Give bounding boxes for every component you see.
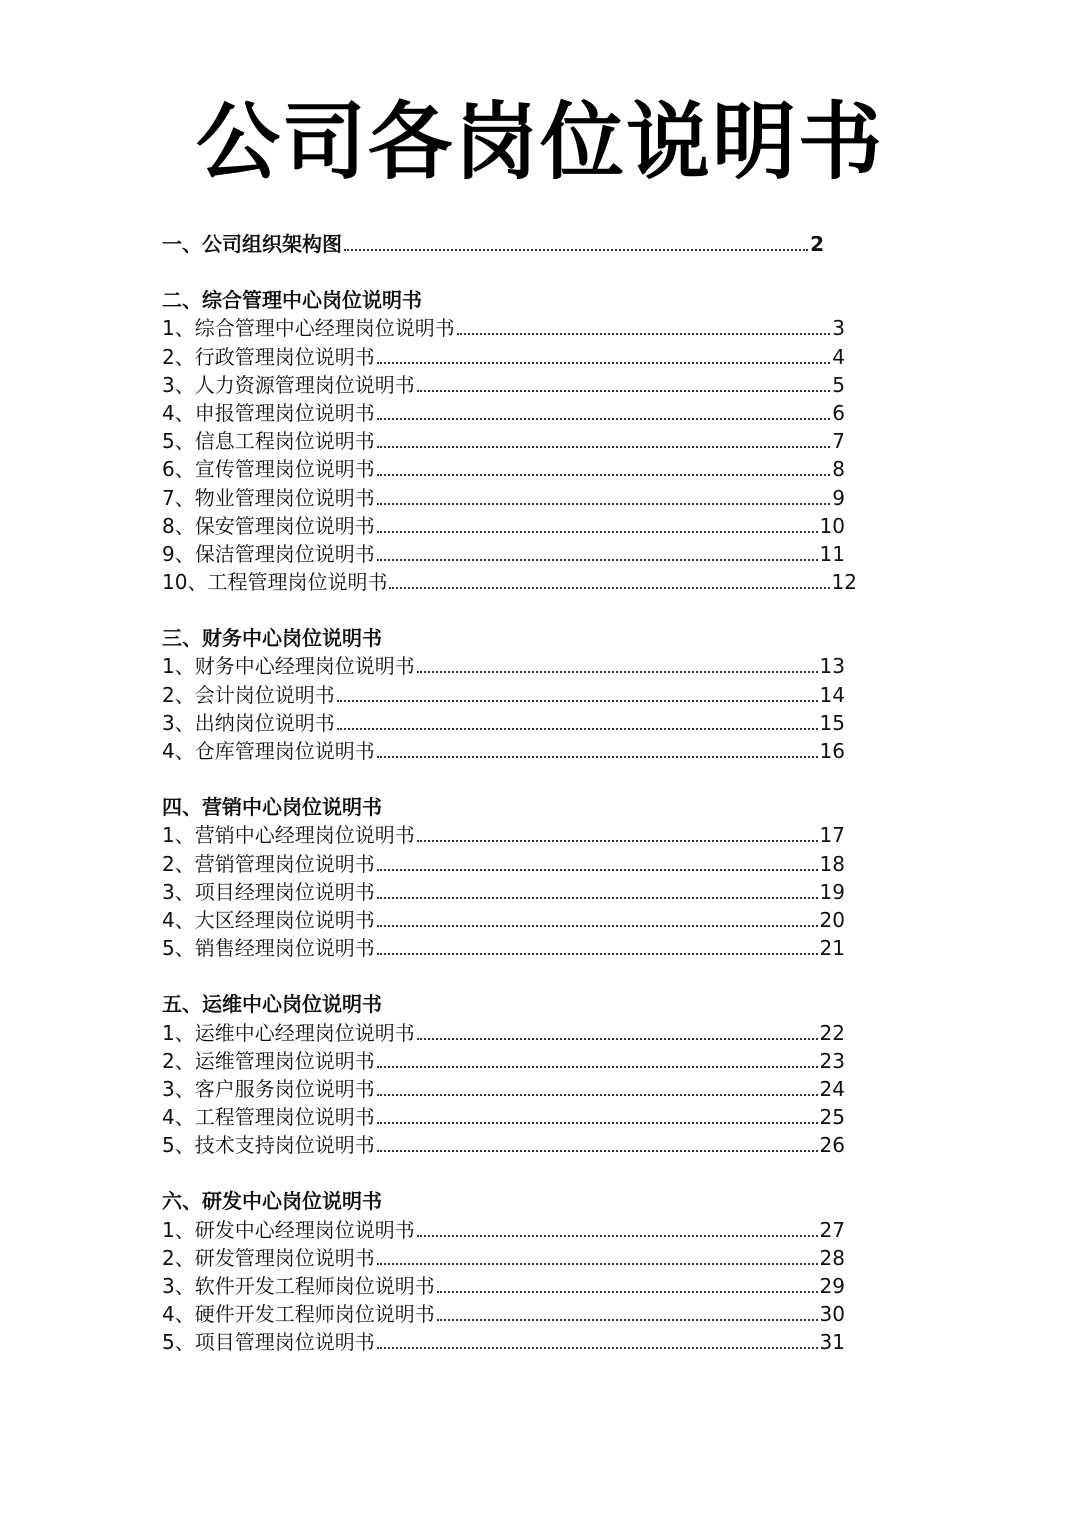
toc-section-items	[162, 1019, 862, 1160]
toc-entry-page: 24	[819, 1076, 845, 1101]
toc-entry-label: 9、保洁管理岗位说明书	[162, 541, 375, 566]
toc-entry[interactable]	[162, 371, 845, 399]
toc-entry-page: 27	[819, 1217, 845, 1242]
toc-entry[interactable]	[162, 878, 845, 906]
toc-entry[interactable]	[162, 343, 845, 371]
toc-entry-label: 一、公司组织架构图	[162, 232, 342, 256]
dot-leader	[337, 728, 818, 730]
toc-entry-page: 19	[819, 879, 845, 904]
dot-leader	[417, 671, 818, 673]
toc-entry[interactable]	[162, 934, 845, 962]
dot-leader	[377, 559, 818, 561]
dot-leader	[389, 587, 829, 589]
toc-entry-label: 4、申报管理岗位说明书	[162, 400, 375, 425]
dot-leader	[417, 1038, 818, 1040]
dot-leader	[417, 1235, 818, 1237]
dot-leader	[377, 756, 818, 758]
toc-entry-label: 2、会计岗位说明书	[162, 682, 335, 707]
toc-entry-label: 10、工程管理岗位说明书	[162, 570, 388, 595]
toc-section-items	[162, 821, 862, 962]
dot-leader	[417, 840, 818, 842]
toc-section-heading[interactable]: 二、综合管理中心岗位说明书	[162, 288, 422, 313]
dot-leader	[437, 1319, 818, 1321]
toc-entry[interactable]	[162, 906, 845, 934]
toc-entry-org-chart[interactable]	[162, 230, 824, 258]
toc-entry-page: 18	[819, 851, 845, 876]
toc-entry-page: 16	[819, 739, 845, 763]
toc-entry-page: 8	[832, 457, 845, 482]
dot-leader	[377, 474, 831, 476]
dot-leader	[377, 925, 818, 927]
toc-entry-page: 25	[819, 1105, 845, 1130]
toc-entry[interactable]	[162, 737, 845, 765]
toc-sections	[162, 258, 862, 1356]
section-spacer	[162, 962, 862, 990]
dot-leader	[337, 700, 818, 702]
toc-entry-label: 8、保安管理岗位说明书	[162, 513, 375, 538]
toc-entry-label: 7、物业管理岗位说明书	[162, 485, 375, 510]
toc-entry-page: 14	[819, 682, 845, 707]
dot-leader	[377, 1263, 818, 1265]
page-title: 公司各岗位说明书	[195, 93, 884, 191]
toc-section-heading[interactable]: 五、运维中心岗位说明书	[162, 992, 382, 1017]
toc-entry-page: 13	[819, 654, 845, 679]
toc-entry-label: 1、财务中心经理岗位说明书	[162, 654, 415, 679]
toc-entry-page: 15	[819, 710, 845, 735]
toc-entry-page: 30	[819, 1302, 845, 1327]
toc-entry-page: 21	[819, 936, 845, 961]
toc-entry-page: 20	[819, 907, 845, 932]
toc-entry-label: 4、仓库管理岗位说明书	[162, 739, 375, 763]
dot-leader	[377, 1094, 818, 1096]
dot-leader	[377, 1150, 818, 1152]
toc-entry-page: 28	[819, 1245, 845, 1270]
toc-entry-label: 5、项目管理岗位说明书	[162, 1330, 375, 1355]
toc-entry[interactable]	[162, 1075, 845, 1103]
dot-leader	[377, 869, 818, 871]
toc-entry[interactable]	[162, 314, 845, 342]
toc-entry[interactable]	[162, 484, 845, 512]
toc-section	[162, 990, 862, 1159]
toc-section	[162, 624, 862, 765]
toc-entry-label: 5、技术支持岗位说明书	[162, 1133, 375, 1158]
toc-entry[interactable]	[162, 540, 845, 568]
toc-entry[interactable]	[162, 821, 845, 849]
dot-leader	[377, 531, 818, 533]
toc-section-items	[162, 1216, 862, 1357]
section-spacer	[162, 258, 862, 286]
toc-entry-page: 31	[819, 1330, 845, 1355]
toc-entry[interactable]	[162, 850, 845, 878]
dot-leader	[377, 1347, 818, 1349]
toc-entry-page: 22	[819, 1020, 845, 1045]
toc-entry-page: 23	[819, 1048, 845, 1073]
toc-section-heading[interactable]: 三、财务中心岗位说明书	[162, 626, 382, 651]
toc-entry-label: 2、运维管理岗位说明书	[162, 1048, 375, 1073]
section-spacer	[162, 765, 862, 793]
toc-entry-page: 3	[832, 316, 845, 341]
toc-entry-label: 1、运维中心经理岗位说明书	[162, 1020, 415, 1045]
dot-leader	[377, 418, 831, 420]
toc-entry[interactable]	[162, 1103, 845, 1131]
toc-entry[interactable]	[162, 455, 845, 483]
toc-entry-label: 3、人力资源管理岗位说明书	[162, 372, 415, 397]
toc-entry-label: 3、出纳岗位说明书	[162, 710, 335, 735]
dot-leader	[377, 953, 818, 955]
toc-entry-page: 6	[832, 400, 845, 425]
toc-entry[interactable]	[162, 1131, 845, 1159]
toc-entry-label: 4、硬件开发工程师岗位说明书	[162, 1302, 435, 1327]
toc-entry-page: 11	[819, 541, 845, 566]
toc-section-items	[162, 314, 862, 596]
table-of-contents	[162, 230, 862, 1357]
toc-entry-page: 2	[810, 232, 824, 256]
toc-section	[162, 1187, 862, 1356]
toc-entry[interactable]	[162, 652, 845, 680]
toc-entry[interactable]	[162, 399, 845, 427]
toc-entry-label: 2、营销管理岗位说明书	[162, 851, 375, 876]
toc-entry-page: 4	[832, 344, 845, 369]
toc-section	[162, 793, 862, 962]
dot-leader	[344, 249, 808, 251]
toc-entry-page: 7	[832, 429, 845, 454]
toc-entry[interactable]	[162, 1019, 845, 1047]
toc-entry-label: 5、销售经理岗位说明书	[162, 936, 375, 961]
toc-entry[interactable]	[162, 1047, 845, 1075]
section-spacer	[162, 596, 862, 624]
dot-leader	[377, 1122, 818, 1124]
toc-entry[interactable]	[162, 681, 845, 709]
toc-entry[interactable]	[162, 1272, 845, 1300]
toc-entry-label: 1、营销中心经理岗位说明书	[162, 823, 415, 848]
toc-entry[interactable]	[162, 568, 857, 596]
toc-entry-label: 3、客户服务岗位说明书	[162, 1076, 375, 1101]
toc-section-org-chart	[162, 230, 862, 258]
toc-entry-page: 9	[832, 485, 845, 510]
toc-entry-label: 2、研发管理岗位说明书	[162, 1245, 375, 1270]
toc-entry[interactable]	[162, 709, 845, 737]
dot-leader	[377, 446, 831, 448]
toc-entry[interactable]	[162, 1216, 845, 1244]
toc-entry-label: 4、工程管理岗位说明书	[162, 1105, 375, 1130]
toc-section	[162, 286, 862, 596]
toc-entry-page: 26	[819, 1133, 845, 1158]
toc-entry-page: 29	[819, 1274, 845, 1298]
dot-leader	[457, 333, 831, 335]
toc-entry-label: 1、研发中心经理岗位说明书	[162, 1217, 415, 1242]
toc-entry-label: 5、信息工程岗位说明书	[162, 429, 375, 454]
toc-entry-page: 5	[832, 372, 845, 397]
dot-leader	[377, 897, 818, 899]
dot-leader	[377, 1066, 818, 1068]
toc-entry-label: 3、软件开发工程师岗位说明书	[162, 1274, 435, 1298]
toc-entry-label: 4、大区经理岗位说明书	[162, 907, 375, 932]
dot-leader	[437, 1291, 818, 1293]
toc-section-items	[162, 652, 862, 765]
toc-entry[interactable]	[162, 1244, 845, 1272]
toc-section-heading[interactable]: 六、研发中心岗位说明书	[162, 1189, 382, 1214]
toc-entry-page: 10	[819, 513, 845, 538]
toc-entry-page: 17	[819, 823, 845, 848]
toc-entry-label: 6、宣传管理岗位说明书	[162, 457, 375, 482]
toc-entry[interactable]	[162, 1328, 845, 1356]
dot-leader	[377, 503, 831, 505]
dot-leader	[377, 362, 831, 364]
toc-entry[interactable]	[162, 1300, 845, 1328]
toc-entry-label: 2、行政管理岗位说明书	[162, 344, 375, 369]
toc-entry-label: 1、综合管理中心经理岗位说明书	[162, 316, 455, 341]
toc-section-heading[interactable]: 四、营销中心岗位说明书	[162, 795, 382, 820]
toc-entry-page: 12	[831, 570, 857, 595]
toc-entry-label: 3、项目经理岗位说明书	[162, 879, 375, 904]
toc-entry[interactable]	[162, 427, 845, 455]
toc-entry[interactable]	[162, 512, 845, 540]
dot-leader	[417, 390, 831, 392]
section-spacer	[162, 1159, 862, 1187]
